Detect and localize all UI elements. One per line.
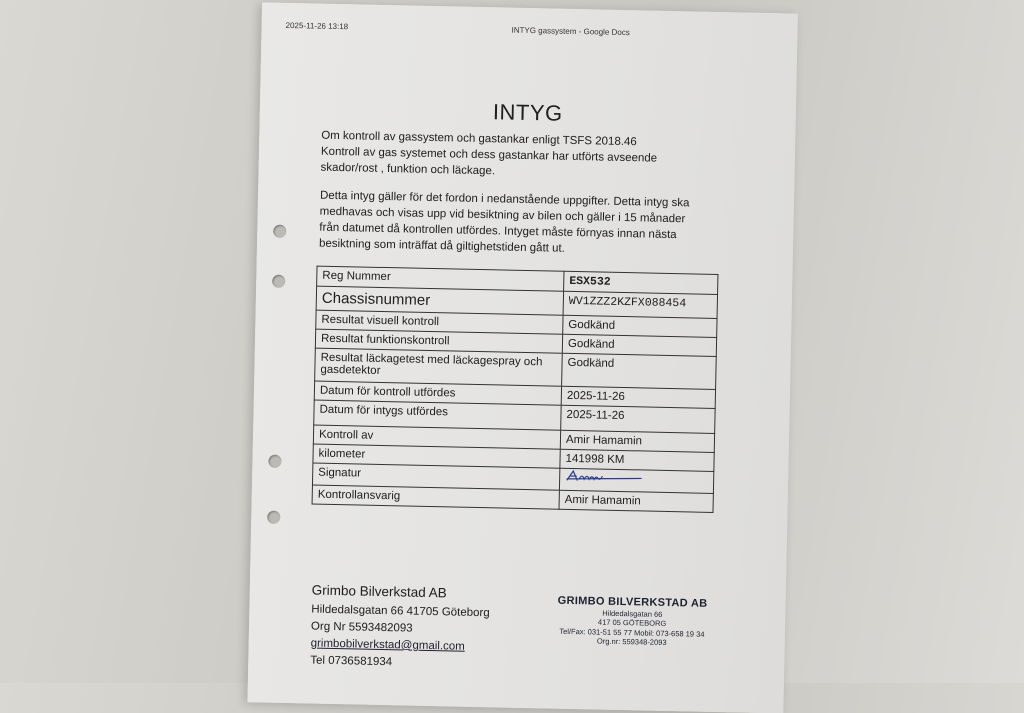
inspected-by-value: Amir Hamamin (560, 430, 714, 452)
reg-number-value: ESX532 (564, 271, 718, 294)
validity-line: från datumet då kontrollen utfördes. Intyget måste förnyas innan nästa (319, 221, 677, 242)
company-info (310, 582, 490, 674)
function-check-value: Godkänd (562, 334, 716, 356)
certificate-date-value: 2025-11-26 (561, 405, 715, 433)
leak-test-label: Resultat läckagetest med läckagespray och gasdetektor (315, 348, 563, 386)
mileage-value: 141998 KM (560, 449, 714, 471)
reg-number-label: Reg Nummer (317, 266, 564, 291)
company-stamp (547, 596, 718, 648)
validity-line: besiktning som inträffat då giltighetstiden gått ut. (318, 237, 566, 255)
print-date: 2025-11-26 13:18 (285, 20, 349, 32)
leak-test-value: Godkänd (562, 353, 717, 389)
validity-paragraph (319, 188, 720, 260)
signature-scribble (565, 468, 645, 486)
stamp-company-name: GRIMBO BILVERKSTAD AB (557, 594, 708, 610)
stamp-street: Hildedalsgatan 66 (602, 608, 663, 619)
intro-line: Kontroll av gas systemet och dess gastankar har utförts avseende (320, 145, 658, 165)
inspection-table (312, 266, 719, 513)
print-header (285, 20, 778, 38)
company-name: Grimbo Bilverkstad AB (311, 582, 447, 601)
validity-line: medhavas och visas upp vid besiktning av bilen och gäller i 15 månader (319, 205, 686, 226)
responsible-value: Amir Hamamin (559, 490, 713, 512)
print-doc-title: INTYG gassystem - Google Docs (511, 25, 630, 38)
certificate-date-label: Datum för intygs utfördes (314, 400, 561, 430)
mileage-label: kilometer (313, 444, 560, 468)
visual-check-label: Resultat visuell kontroll (316, 310, 563, 334)
inspection-date-value: 2025-11-26 (561, 386, 715, 408)
punch-hole (268, 455, 281, 468)
visual-check-value: Godkänd (563, 315, 717, 337)
intro-paragraph (320, 128, 721, 184)
stamp-city: 417 05 GÖTEBORG (597, 617, 667, 628)
signature-label: Signatur (312, 463, 559, 490)
stamp-org-number: Org.nr: 559348-2093 (596, 636, 667, 647)
inspection-date-label: Datum för kontroll utfördes (314, 381, 561, 405)
signature-cell (559, 468, 713, 493)
company-email-link[interactable]: grimbobilverkstad@gmail.com (310, 637, 465, 653)
company-phone: Tel 0736581934 (310, 654, 393, 669)
certificate-paper (247, 2, 798, 713)
company-address: Hildedalsgatan 66 41705 Göteborg (311, 603, 490, 620)
chassis-number-value: WV1ZZZ2KZFX088454 (563, 291, 717, 318)
inspected-by-label: Kontroll av (313, 425, 560, 449)
chassis-number-label: Chassisnummer (316, 286, 563, 315)
punch-hole (267, 511, 280, 524)
punch-hole (272, 275, 285, 288)
intro-line: Om kontroll av gassystem och gastankar enligt TSFS 2018.46 (321, 129, 637, 149)
stamp-phone: Tel/Fax: 031-51 55 77 Mobil: 073-658 19 34 (559, 626, 705, 639)
intro-line: skador/rost , funktion och läckage. (320, 161, 496, 178)
validity-line: Detta intyg gäller för det fordon i nedanstående uppgifter. Detta intyg ska (319, 189, 690, 210)
function-check-label: Resultat funktionskontroll (315, 329, 562, 353)
company-org-number: Org Nr 5593482093 (310, 620, 413, 635)
responsible-label: Kontrollansvarig (312, 485, 559, 509)
document-title: INTYG (492, 99, 563, 126)
punch-hole (273, 225, 286, 238)
